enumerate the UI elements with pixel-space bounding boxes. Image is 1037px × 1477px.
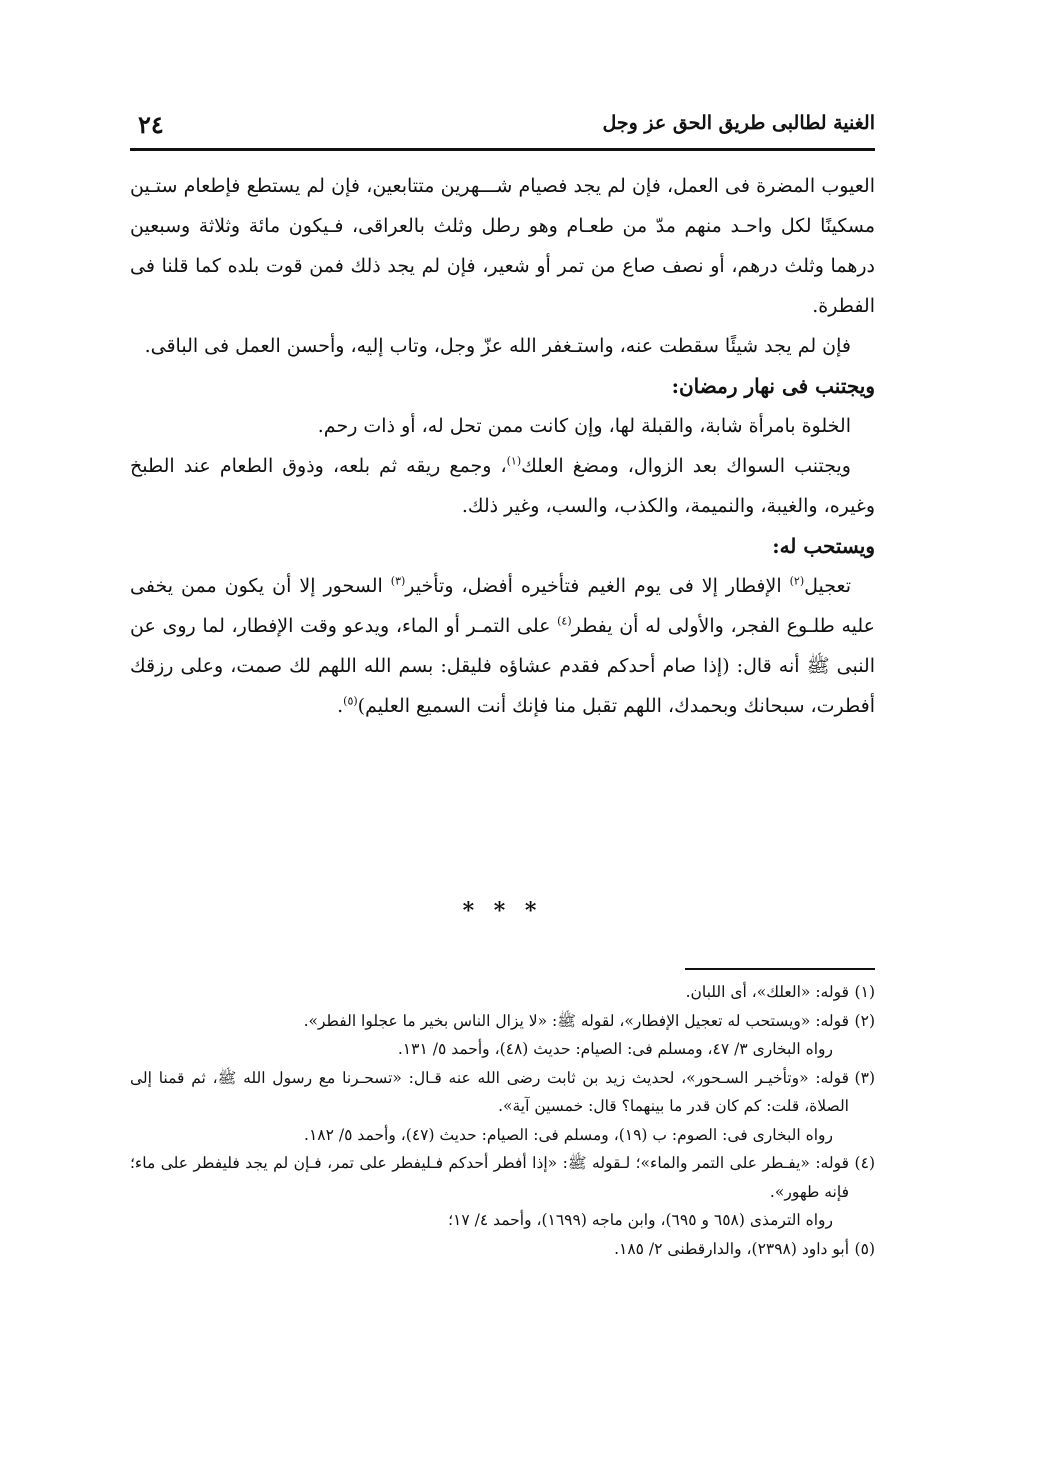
footnote-number: (٥) (854, 1239, 875, 1258)
footnote-ref-5: (٥) (343, 694, 358, 708)
footnote-3-source: رواه البخارى فى: الصوم: ب (١٩)، ومسلم فى: الصيام: حديث (٤٧)، وأحمد ٥/ ١٨٢. (304, 1125, 833, 1144)
header-divider (130, 148, 875, 151)
footnote-4 (130, 1149, 875, 1206)
paragraph-iftar-text-e: . (337, 695, 344, 717)
footnote-3 (130, 1064, 875, 1121)
footnote-ref-3: (٣) (390, 574, 406, 588)
main-text (130, 166, 875, 726)
footnote-text: قوله: «ويستحب له تعجيل الإفطار»، لقوله ﷺ: «لا يزال الناس بخير ما عجلوا الفطر». (303, 1011, 849, 1030)
paragraph-miswak (130, 446, 875, 526)
paragraph-iftar-text-b: الإفطار إلا فى يوم الغيم فتأخيره أفضل، وتأخير (405, 575, 790, 597)
footnote-4-source: رواه الترمذى (٦٥٨ و ٦٩٥)، وابن ماجه (١٦٩٩)، وأحمد ٤/ ١٧؛ (448, 1211, 833, 1229)
paragraph-repentance: فإن لم يجد شيئًا سقطت عنه، واستـغفر الله عزّ وجل، وتاب إليه، وأحسن العمل فى الباقى. (144, 335, 851, 357)
page-number: ٢٤ (138, 110, 164, 139)
footnote-number: (٢) (854, 1011, 875, 1030)
paragraph-iftar (130, 566, 875, 726)
paragraph-iftar-text-c: السحور إلا أن يكون ممن يخفى عليه طلـوع الفجر، والأولى له أن يفطر (130, 575, 875, 637)
book-title: الغنية لطالبى طريق الحق عز وجل (602, 112, 875, 134)
section-separator: * * * (462, 898, 543, 924)
paragraph-seclusion: الخلوة بامرأة شابة، والقبلة لها، وإن كانت ممن تحل له، أو ذات رحم. (317, 415, 851, 437)
footnotes (130, 978, 875, 1263)
footnote-1 (130, 978, 875, 1007)
heading-recommended: ويستحب له: (772, 534, 875, 558)
footnote-number: (٤) (854, 1154, 875, 1172)
running-header (130, 112, 875, 146)
footnote-text: أبو داود (٢٣٩٨)، والدارقطنى ٢/ ١٨٥. (614, 1239, 849, 1258)
footnote-ref-4: (٤) (557, 614, 572, 628)
footnote-2-source: رواه البخارى ٣/ ٤٧، ومسلم فى: الصيام: حديث (٤٨)، وأحمد ٥/ ١٣١. (397, 1040, 833, 1058)
paragraph-expiation: العيوب المضرة فى العمل، فإن لم يجد فصيام شـــهرين متتابعين، فإن لم يستطع فإطعام ستـين مسكينًا لكل واحـد منهم مدّ من طعـام وهو رطل وثلث بالعراقى، فـيكون مائة وثلاثة وسبعين درهما وثلث درهم، أو نصف صاع من تمر أو شعير، فإن لم يجد ذلك فمن قوت بلده كما قلنا فى الفطرة. (130, 175, 875, 317)
paragraph-miswak-text-a: ويجتنب السواك بعد الزوال، ومضغ العلك (521, 455, 851, 477)
footnote-number: (٣) (854, 1068, 875, 1087)
heading-avoid-in-ramadan: ويجتنب فى نهار رمضان: (671, 374, 875, 398)
footnote-divider (685, 968, 875, 970)
footnote-2 (130, 1007, 875, 1036)
paragraph-iftar-text-d: على التمـر أو الماء، ويدعو وقت الإفطار، لما روى عن النبى ﷺ أنه قال: (إذا صام أحدكم فقدم عشاؤه فليقل: بسم الله اللهم لك صمت، وعلى رزقك أفطرت، سبحانك وبحمدك، اللهم تقبل منا فإنك أنت السميع العليم) (130, 615, 875, 717)
footnote-number: (١) (854, 983, 875, 1001)
footnote-text: قوله: «العلك»، أى اللبان. (685, 983, 849, 1001)
footnote-ref-2: (٢) (789, 574, 805, 588)
footnote-ref-1: (١) (506, 454, 522, 468)
footnote-text: قوله: «وتأخيـر السـحور»، لحديث زيد بن ثابت رضى الله عنه قـال: «تسحـرنا مع رسول الله ﷺ، ثم قمنا إلى الصلاة، قلت: كم كان قدر ما بينهما؟ قال: خمسين آية». (130, 1068, 849, 1115)
paragraph-iftar-text-a: تعجيل (804, 575, 851, 597)
paragraph-miswak-text-b: ، وجمع ريقه ثم بلعه، وذوق الطعام عند الطبخ وغيره، والغيبة، والنميمة، والكذب، والسب، وغير ذلك. (130, 455, 875, 517)
footnote-5 (130, 1235, 875, 1264)
footnote-text: قوله: «يفـطر على التمر والماء»؛ لـقوله ﷺ: «إذا أفطر أحدكم فـليفطر على تمر، فـإن لم يجد فليفطر على ماء؛ فإنه طهور». (130, 1154, 849, 1201)
